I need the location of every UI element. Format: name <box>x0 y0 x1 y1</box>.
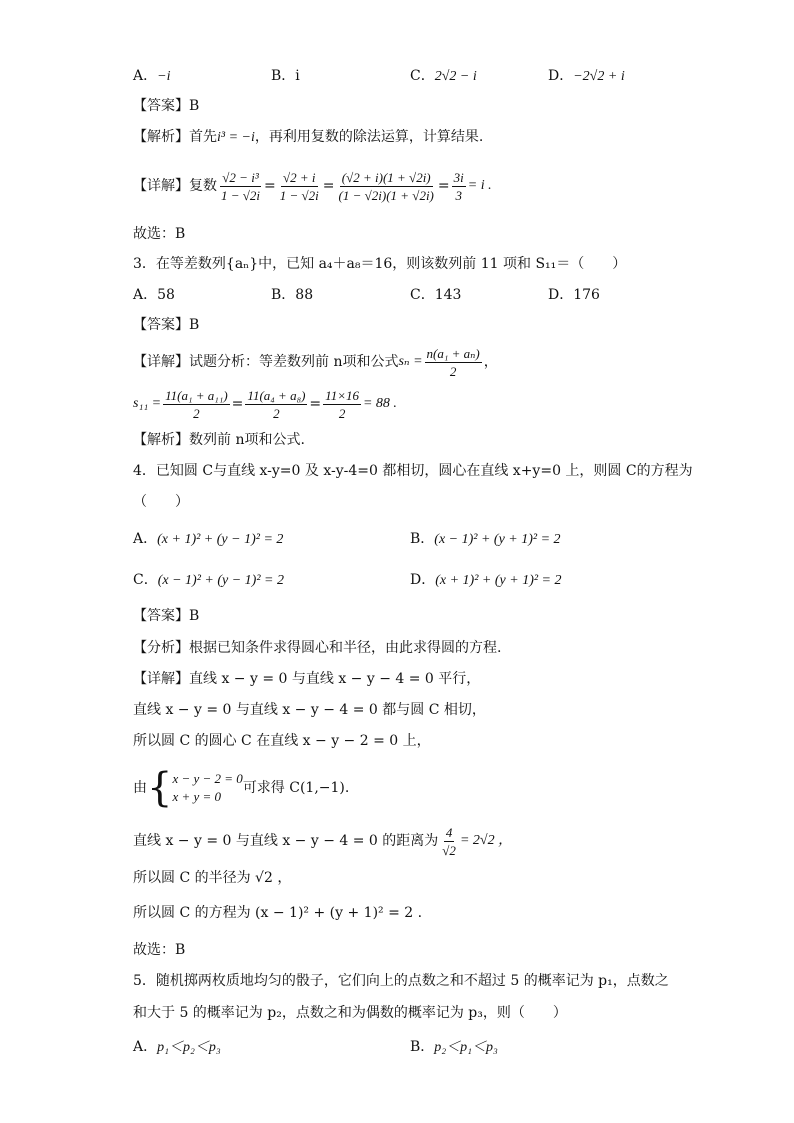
q3-analysis: 【解析】数列前 n项和公式. <box>133 432 305 448</box>
q5-stem-line-2: 和大于 5 的概率记为 p₂，点数之和为偶数的概率记为 p₃，则（ ） <box>133 1005 567 1021</box>
q4-analysis: 【分析】根据已知条件求得圆心和半径，由此求得圆的方程. <box>133 640 502 656</box>
q3-option-a: A．58 <box>133 287 175 303</box>
q2-fraction-4: $\frac{3i}{3}$ <box>453 169 464 203</box>
q4-option-b: B．(x − 1)² + (y + 1)² = 2 <box>410 531 561 547</box>
q5-option-b: B．p₂＜p₁＜p₃ <box>410 1039 498 1055</box>
q2-option-c: C．2√2 − i <box>410 68 477 84</box>
q2-fraction-1: $\frac{\text{√2 − i³}}{1 - √2i}$ <box>221 169 261 203</box>
q2-option-a: A．−i <box>133 68 171 84</box>
q3-stem: 3．在等差数列{aₙ}中，已知 a₄＋a₈＝16，则该数列前 11 项和 S₁₁＝（ ） <box>133 256 627 272</box>
q3-option-b: B．88 <box>271 287 314 303</box>
q2-fraction-2: $\frac{√2 + i}{1 - √2i}$ <box>279 169 319 203</box>
q4-stem-line-1: 4．已知圆 C与直线 x-y=0 及 x-y-4=0 都相切，圆心在直线 x+y=0 上，则圆 C的方程为 <box>133 463 693 479</box>
q3-option-d: D．176 <box>548 287 600 303</box>
q4-detail-line-2: 直线 x − y = 0 与直线 x − y − 4 = 0 都与圆 C 相切， <box>133 702 486 718</box>
q2-option-b: B．i <box>271 68 300 84</box>
q3-calc-fraction-3: $\frac{11\times 16}{2}$ <box>325 387 359 421</box>
q4-conclusion: 故选：B <box>133 942 186 958</box>
q3-option-c: C．143 <box>410 287 462 303</box>
q2-option-d: D．−2√2 + i <box>548 68 625 84</box>
q4-detail-line-1: 【详解】直线 x − y = 0 与直线 x − y − 4 = 0 平行， <box>133 671 481 687</box>
q3-formula-fraction: $\frac{\text{n(a₁ + aₙ)}}{2}$ <box>426 345 480 379</box>
q5-option-a: A．p₁＜p₂＜p₃ <box>133 1039 221 1055</box>
q4-equation-system: { x − y − 2 = 0 x + y = 0 <box>147 765 243 811</box>
q2-answer: 【答案】B <box>133 98 200 114</box>
q4-detail-line-7: 所以圆 C 的方程为 (x − 1)² + (y + 1)² = 2 . <box>133 905 423 921</box>
q3-calc-fraction-2: $\frac{\text{11(a₄ + a₈)}}{2}$ <box>247 387 306 421</box>
q4-answer: 【答案】B <box>133 608 200 624</box>
q3-detail: 【详解】 试题分析：等差数列前 n项和公式 sₙ = $\frac{\text{n(a₁ + aₙ)}}{2}$ ， <box>133 345 498 379</box>
q3-calc-fraction-1: $\frac{\text{11(a₁ + a₁₁)}}{2}$ <box>165 387 228 421</box>
q5-stem-line-1: 5．随机掷两枚质地均匀的骰子，它们向上的点数之和不超过 5 的概率记为 p₁，点数之 <box>133 973 669 989</box>
q4-option-c: C．(x − 1)² + (y − 1)² = 2 <box>133 572 284 588</box>
q4-detail-line-3: 所以圆 C 的圆心 C 在直线 x − y − 2 = 0 上， <box>133 733 431 749</box>
q2-analysis: 【解析】首先i³ = −i，再利用复数的除法运算，计算结果. <box>133 129 484 145</box>
q4-option-d: D．(x + 1)² + (y + 1)² = 2 <box>410 572 562 588</box>
q4-stem-line-2: （ ） <box>133 494 189 510</box>
q2-conclusion: 故选：B <box>133 226 186 242</box>
q4-detail-line-6: 所以圆 C 的半径为 √2 ， <box>133 870 292 886</box>
q3-answer: 【答案】B <box>133 317 200 333</box>
q2-fraction-3: $\frac{(√2 + i)(1 + √2i)}{(1 - √2i)(1 + √2i)}$ <box>338 169 434 203</box>
q4-detail-line-4: 由 { x − y − 2 = 0 x + y = 0 可求得 C(1,−1). <box>133 765 350 811</box>
q3-calculation: s₁₁ = $\frac{\text{11(a₁ + a₁₁)}}{2}$ = $\frac{\text{11(a₄ + a₈)}}{2}$ = $\frac{11\times 16}{2}$ = 88 . <box>133 387 397 421</box>
q4-distance-fraction: $\frac{4}{√2}$ <box>442 824 456 858</box>
q4-detail-line-5: 直线 x − y = 0 与直线 x − y − 4 = 0 的距离为 $\frac{4}{√2}$ = 2√2 ， <box>133 824 513 858</box>
q2-detail: 【详解】 复数 $\frac{\text{√2 − i³}}{1 - √2i}$ = $\frac{√2 + i}{1 - √2i}$ = $\frac{(√2 + i)(1 + √2i)}{(1 - √2i)(1 + √2i)}$ = $\frac{3i}{3}$ = i . <box>133 169 492 203</box>
q4-option-a: A．(x + 1)² + (y − 1)² = 2 <box>133 531 284 547</box>
